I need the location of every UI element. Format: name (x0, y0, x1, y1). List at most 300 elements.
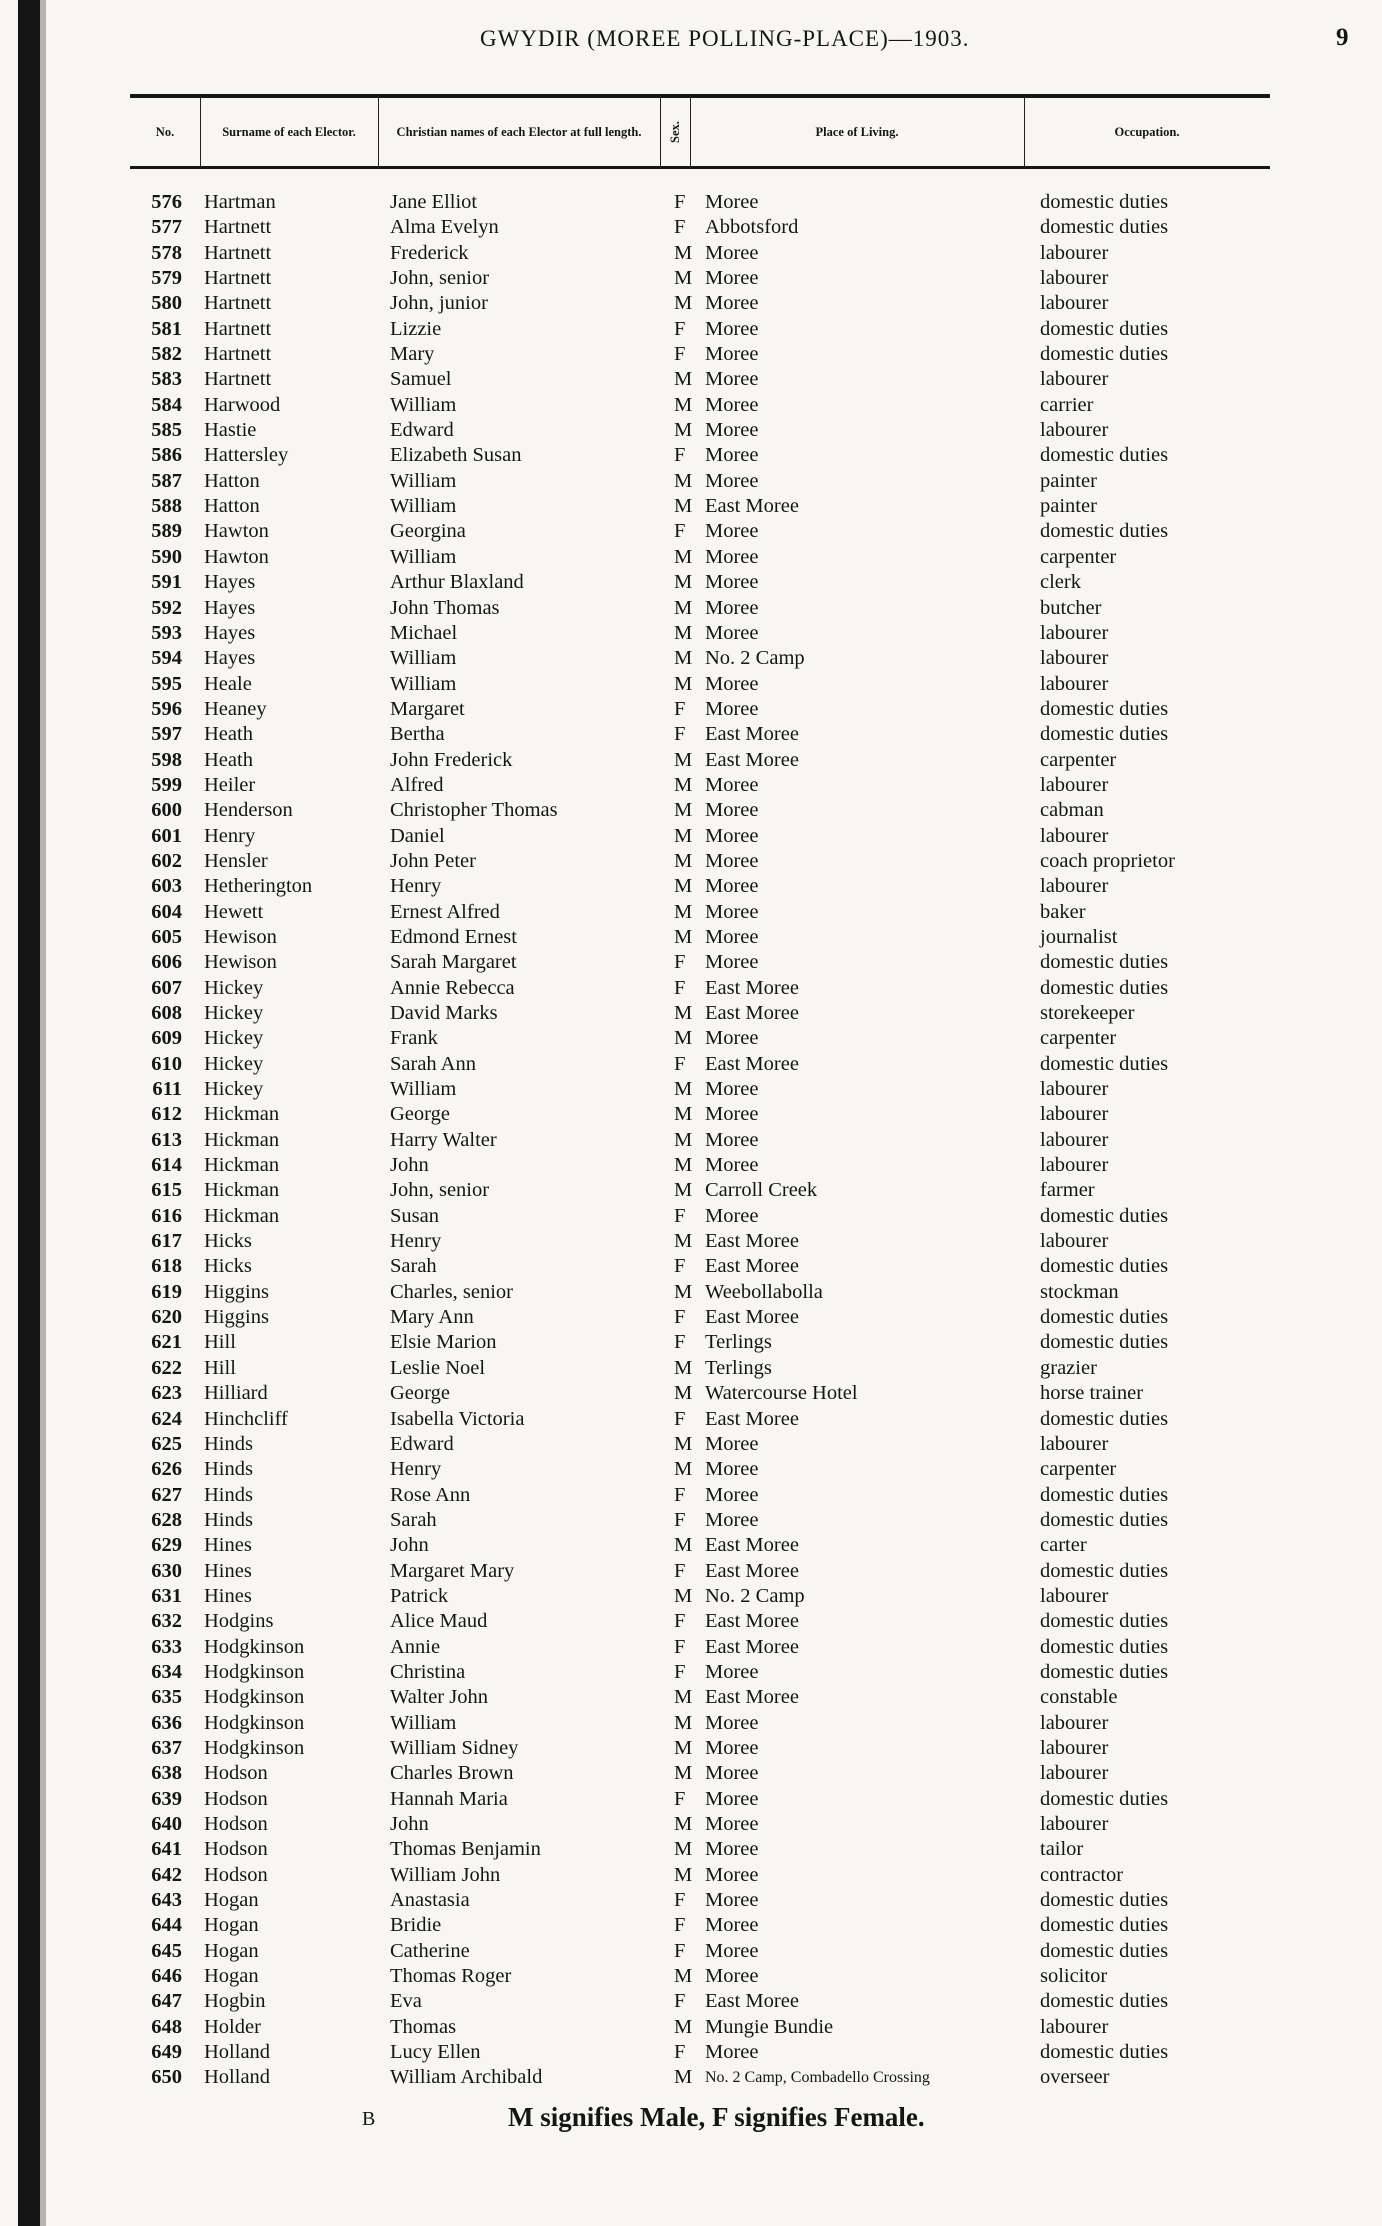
row-christian-names: Margaret Mary (390, 1559, 515, 1582)
row-christian-names: Mary Ann (390, 1306, 474, 1329)
row-christian-names: Sarah Margaret (390, 951, 517, 974)
row-occupation: carpenter (1040, 545, 1117, 568)
row-christian-names: Frederick (390, 241, 469, 264)
row-surname: Hayes (204, 621, 256, 644)
row-sex: M (674, 2015, 693, 2038)
row-occupation: labourer (1040, 368, 1109, 391)
row-occupation: painter (1040, 469, 1097, 492)
row-christian-names: Christina (390, 1660, 466, 1683)
row-number: 637 (151, 1736, 182, 1759)
table-row (0, 545, 1382, 570)
row-surname: Hewison (204, 925, 277, 948)
row-sex: M (674, 1458, 693, 1481)
row-surname: Hickman (204, 1204, 280, 1227)
row-place: Moree (705, 368, 759, 391)
row-sex: M (674, 773, 693, 796)
row-christian-names: Elizabeth Susan (390, 444, 522, 467)
row-sex: M (674, 748, 693, 771)
row-sex: M (674, 1078, 693, 1101)
row-place: Moree (705, 900, 759, 923)
table-row (0, 215, 1382, 240)
row-christian-names: William (390, 469, 457, 492)
row-place: Carroll Creek (705, 1179, 818, 1202)
row-place: Moree (705, 419, 759, 442)
row-place: East Moree (705, 1635, 799, 1658)
row-surname: Hatton (204, 495, 260, 518)
row-sex: M (674, 849, 693, 872)
row-number: 595 (151, 672, 182, 695)
row-surname: Holland (204, 2066, 271, 2089)
row-surname: Higgins (204, 1306, 269, 1329)
row-occupation: domestic duties (1040, 216, 1169, 239)
row-christian-names: Lizzie (390, 317, 442, 340)
table-row (0, 1229, 1382, 1254)
row-place: Moree (705, 267, 759, 290)
row-christian-names: Hannah Maria (390, 1787, 508, 1810)
row-sex: M (674, 267, 693, 290)
row-christian-names: William (390, 647, 457, 670)
row-place: East Moree (705, 1534, 799, 1557)
row-place: East Moree (705, 495, 799, 518)
row-occupation: labourer (1040, 773, 1109, 796)
row-number: 608 (151, 1002, 182, 1024)
row-number: 580 (151, 292, 182, 315)
row-surname: Harwood (204, 393, 281, 416)
row-christian-names: John Peter (390, 849, 476, 872)
row-christian-names: Edward (390, 419, 454, 442)
row-place: Moree (705, 1483, 759, 1506)
row-occupation: baker (1040, 900, 1086, 923)
row-sex: M (674, 1280, 693, 1303)
row-sex: M (674, 419, 693, 442)
row-occupation: solicitor (1040, 1965, 1108, 1988)
row-occupation: clerk (1040, 571, 1081, 594)
row-occupation: carrier (1040, 393, 1094, 416)
row-sex: M (674, 368, 693, 391)
row-christian-names: William Archibald (390, 2066, 543, 2089)
row-occupation: labourer (1040, 2015, 1109, 2038)
row-number: 617 (151, 1230, 182, 1253)
row-place: No. 2 Camp, Combadello Crossing (705, 2069, 930, 2087)
row-surname: Hinds (204, 1432, 253, 1455)
column-headers (130, 94, 1270, 169)
row-christian-names: Bridie (390, 1914, 442, 1937)
table-row (0, 798, 1382, 823)
row-number: 649 (151, 2041, 182, 2064)
row-surname: Hartnett (204, 317, 272, 340)
row-christian-names: Daniel (390, 824, 445, 847)
table-row (0, 1077, 1382, 1102)
row-christian-names: John Thomas (390, 596, 500, 619)
row-occupation: labourer (1040, 1154, 1109, 1177)
row-sex: M (674, 292, 693, 315)
row-number: 635 (151, 1686, 182, 1709)
table-row (0, 1330, 1382, 1355)
page-number: 9 (1336, 24, 1349, 51)
row-number: 605 (151, 925, 182, 948)
table-row (0, 443, 1382, 468)
row-place: Moree (705, 520, 759, 543)
row-occupation: carpenter (1040, 748, 1117, 771)
row-occupation: labourer (1040, 1584, 1109, 1607)
row-sex: F (674, 1331, 686, 1354)
row-number: 630 (151, 1559, 182, 1582)
row-christian-names: John Frederick (390, 748, 513, 771)
row-place: East Moree (705, 1610, 799, 1633)
row-christian-names: John, senior (390, 1179, 490, 1202)
table-row (0, 393, 1382, 418)
row-occupation: labourer (1040, 672, 1109, 695)
row-occupation: domestic duties (1040, 1610, 1169, 1633)
row-number: 612 (151, 1103, 182, 1126)
row-number: 597 (151, 723, 182, 746)
row-place: Moree (705, 1838, 759, 1861)
row-christian-names: Patrick (390, 1584, 449, 1607)
row-occupation: labourer (1040, 647, 1109, 670)
row-sex: M (674, 1027, 693, 1050)
row-occupation: domestic duties (1040, 191, 1169, 213)
table-row (0, 1939, 1382, 1964)
row-place: No. 2 Camp (705, 647, 805, 670)
row-occupation: domestic duties (1040, 976, 1169, 999)
row-number: 606 (151, 951, 182, 974)
row-occupation: domestic duties (1040, 444, 1169, 467)
table-row (0, 1026, 1382, 1051)
row-christian-names: Georgina (390, 520, 466, 543)
row-place: Moree (705, 672, 759, 695)
row-sex: F (674, 1306, 686, 1329)
row-christian-names: William (390, 393, 457, 416)
row-christian-names: William (390, 672, 457, 695)
row-surname: Hayes (204, 647, 256, 670)
row-occupation: painter (1040, 495, 1097, 518)
row-christian-names: Edward (390, 1432, 454, 1455)
row-christian-names: Thomas Benjamin (390, 1838, 541, 1861)
row-surname: Hickey (204, 1002, 264, 1024)
row-place: Moree (705, 849, 759, 872)
row-surname: Hodgkinson (204, 1711, 305, 1734)
row-place: Moree (705, 2041, 759, 2064)
row-sex: F (674, 1990, 686, 2013)
row-christian-names: Henry (390, 1230, 442, 1253)
row-surname: Hastie (204, 419, 257, 442)
row-place: Moree (705, 1762, 759, 1785)
row-surname: Hinchcliff (204, 1407, 288, 1430)
row-place: East Moree (705, 1686, 799, 1709)
row-christian-names: Henry (390, 875, 442, 898)
table-row (0, 494, 1382, 519)
row-christian-names: Walter John (390, 1686, 488, 1709)
row-surname: Hodson (204, 1787, 268, 1810)
table-row (0, 1432, 1382, 1457)
row-christian-names: Anastasia (390, 1889, 470, 1912)
table-row (0, 418, 1382, 443)
row-sex: F (674, 1889, 686, 1912)
table-row (0, 317, 1382, 342)
table-row (0, 469, 1382, 494)
table-row (0, 722, 1382, 747)
row-occupation: labourer (1040, 1762, 1109, 1785)
row-surname: Hewett (204, 900, 264, 923)
row-place: Moree (705, 621, 759, 644)
row-christian-names: Charles, senior (390, 1280, 513, 1303)
table-row (0, 1559, 1382, 1584)
row-occupation: cabman (1040, 799, 1104, 822)
row-number: 620 (151, 1306, 182, 1329)
row-place: East Moree (705, 1052, 799, 1075)
table-row (0, 1685, 1382, 1710)
table-row (0, 849, 1382, 874)
row-christian-names: Annie (390, 1635, 441, 1658)
table-row (0, 1305, 1382, 1330)
row-sex: M (674, 1863, 693, 1886)
row-sex: F (674, 1483, 686, 1506)
row-christian-names: Edmond Ernest (390, 925, 517, 948)
table-row (0, 1888, 1382, 1913)
row-occupation: stockman (1040, 1280, 1119, 1303)
row-christian-names: William (390, 495, 457, 518)
row-surname: Hickey (204, 976, 264, 999)
row-surname: Hartnett (204, 368, 272, 391)
row-christian-names: Thomas Roger (390, 1965, 512, 1988)
row-number: 593 (151, 621, 182, 644)
row-sex: F (674, 1407, 686, 1430)
row-occupation: butcher (1040, 596, 1102, 619)
page-footer (0, 2102, 1382, 2148)
row-surname: Hickey (204, 1027, 264, 1050)
row-sex: M (674, 1711, 693, 1734)
row-sex: M (674, 647, 693, 670)
row-place: Moree (705, 343, 759, 366)
row-number: 578 (151, 241, 182, 264)
row-occupation: domestic duties (1040, 520, 1169, 543)
row-surname: Hogan (204, 1914, 259, 1937)
table-row (0, 1989, 1382, 2014)
row-number: 594 (151, 647, 182, 670)
row-sex: M (674, 495, 693, 518)
row-number: 589 (151, 520, 182, 543)
row-number: 641 (151, 1838, 182, 1861)
row-occupation: domestic duties (1040, 1660, 1169, 1683)
table-row (0, 1533, 1382, 1558)
table-row (0, 291, 1382, 316)
row-occupation: labourer (1040, 292, 1109, 315)
row-number: 615 (151, 1179, 182, 1202)
row-surname: Hayes (204, 571, 256, 594)
row-sex: M (674, 1356, 693, 1379)
row-occupation: grazier (1040, 1356, 1097, 1379)
row-place: Moree (705, 393, 759, 416)
row-surname: Hodgkinson (204, 1635, 305, 1658)
row-number: 642 (151, 1863, 182, 1886)
row-surname: Hatton (204, 469, 260, 492)
row-surname: Hickey (204, 1052, 264, 1075)
row-occupation: labourer (1040, 1813, 1109, 1835)
row-christian-names: Sarah Ann (390, 1052, 476, 1075)
row-sex: F (674, 520, 686, 543)
row-surname: Hetherington (204, 875, 313, 898)
row-sex: M (674, 875, 693, 898)
row-place: Moree (705, 469, 759, 492)
table-row (0, 824, 1382, 849)
printer-signature: B (362, 2108, 376, 2130)
row-sex: M (674, 1965, 693, 1988)
row-number: 622 (151, 1356, 182, 1379)
row-place: Moree (705, 444, 759, 467)
row-sex: M (674, 1154, 693, 1177)
row-christian-names: Samuel (390, 368, 452, 391)
row-place: No. 2 Camp (705, 1584, 805, 1607)
row-number: 633 (151, 1635, 182, 1658)
table-row (0, 773, 1382, 798)
row-number: 640 (151, 1813, 182, 1835)
row-sex: F (674, 317, 686, 340)
row-number: 646 (151, 1965, 182, 1988)
row-occupation: domestic duties (1040, 1306, 1169, 1329)
row-place: Moree (705, 1078, 759, 1101)
row-place: East Moree (705, 1255, 799, 1278)
row-surname: Hewison (204, 951, 277, 974)
row-place: East Moree (705, 1407, 799, 1430)
table-row (0, 1102, 1382, 1127)
row-occupation: coach proprietor (1040, 849, 1175, 872)
row-sex: M (674, 1813, 693, 1835)
row-surname: Heath (204, 748, 253, 771)
row-sex: F (674, 1660, 686, 1683)
row-sex: M (674, 1534, 693, 1557)
table-row (0, 1457, 1382, 1482)
row-sex: F (674, 444, 686, 467)
table-row (0, 672, 1382, 697)
row-surname: Hodson (204, 1838, 268, 1861)
row-occupation: domestic duties (1040, 1889, 1169, 1912)
row-sex: F (674, 723, 686, 746)
row-surname: Holland (204, 2041, 271, 2064)
row-place: Moree (705, 1813, 759, 1835)
row-occupation: domestic duties (1040, 1635, 1169, 1658)
table-row (0, 1787, 1382, 1812)
elector-list (0, 190, 1382, 2091)
row-surname: Hogan (204, 1939, 259, 1962)
row-christian-names: John (390, 1154, 429, 1177)
row-occupation: domestic duties (1040, 1939, 1169, 1962)
row-sex: M (674, 672, 693, 695)
table-row (0, 1837, 1382, 1862)
row-occupation: domestic duties (1040, 1331, 1169, 1354)
row-occupation: constable (1040, 1686, 1118, 1709)
row-occupation: domestic duties (1040, 1407, 1169, 1430)
row-sex: M (674, 824, 693, 847)
table-row (0, 1178, 1382, 1203)
row-sex: M (674, 1432, 693, 1455)
row-surname: Hartnett (204, 267, 272, 290)
row-surname: Hill (204, 1356, 236, 1379)
row-occupation: domestic duties (1040, 1559, 1169, 1582)
row-place: Moree (705, 799, 759, 822)
row-occupation: labourer (1040, 1078, 1109, 1101)
row-surname: Hogan (204, 1965, 259, 1988)
col-header-occupation: Occupation. (1114, 125, 1180, 139)
table-row (0, 1736, 1382, 1761)
row-sex: M (674, 621, 693, 644)
table-row (0, 1584, 1382, 1609)
row-place: Moree (705, 1711, 759, 1734)
row-number: 626 (151, 1458, 182, 1481)
row-surname: Hines (204, 1534, 252, 1557)
row-place: Moree (705, 1458, 759, 1481)
row-place: Abbotsford (705, 216, 799, 239)
row-number: 627 (151, 1483, 182, 1506)
row-place: East Moree (705, 1230, 799, 1253)
row-surname: Hines (204, 1559, 252, 1582)
row-surname: Holder (204, 2015, 261, 2038)
row-sex: M (674, 1686, 693, 1709)
row-number: 644 (151, 1914, 182, 1937)
row-sex: F (674, 1559, 686, 1582)
row-sex: M (674, 1838, 693, 1861)
row-place: Moree (705, 697, 759, 720)
row-christian-names: Isabella Victoria (390, 1407, 525, 1430)
row-place: East Moree (705, 1559, 799, 1582)
table-row (0, 1128, 1382, 1153)
row-occupation: domestic duties (1040, 343, 1169, 366)
row-occupation: tailor (1040, 1838, 1084, 1861)
row-place: Watercourse Hotel (705, 1382, 858, 1405)
table-row (0, 1913, 1382, 1938)
row-number: 629 (151, 1534, 182, 1557)
row-occupation: domestic duties (1040, 1052, 1169, 1075)
row-christian-names: Ernest Alfred (390, 900, 500, 923)
row-number: 592 (151, 596, 182, 619)
table-row (0, 1635, 1382, 1660)
row-sex: M (674, 1230, 693, 1253)
row-christian-names: Rose Ann (390, 1483, 471, 1506)
row-place: Moree (705, 1660, 759, 1683)
row-number: 624 (151, 1407, 182, 1430)
row-christian-names: Lucy Ellen (390, 2041, 481, 2064)
row-number: 603 (151, 875, 182, 898)
row-occupation: contractor (1040, 1863, 1124, 1886)
row-sex: F (674, 1610, 686, 1633)
row-sex: M (674, 241, 693, 264)
col-header-sex: Sex. (660, 98, 691, 166)
row-occupation: domestic duties (1040, 317, 1169, 340)
row-number: 582 (151, 343, 182, 366)
row-number: 607 (151, 976, 182, 999)
row-surname: Hickman (204, 1154, 280, 1177)
row-surname: Higgins (204, 1280, 269, 1303)
row-number: 632 (151, 1610, 182, 1633)
row-number: 623 (151, 1382, 182, 1405)
table-row (0, 874, 1382, 899)
row-christian-names: Annie Rebecca (390, 976, 515, 999)
row-place: East Moree (705, 1306, 799, 1329)
row-number: 614 (151, 1154, 182, 1177)
row-surname: Hodson (204, 1762, 268, 1785)
row-sex: F (674, 216, 686, 239)
table-row (0, 1483, 1382, 1508)
row-place: Moree (705, 1914, 759, 1937)
row-place: East Moree (705, 976, 799, 999)
row-place: Moree (705, 1965, 759, 1988)
row-place: East Moree (705, 723, 799, 746)
table-row (0, 1660, 1382, 1685)
row-sex: F (674, 343, 686, 366)
row-christian-names: Alfred (390, 773, 444, 796)
row-number: 628 (151, 1508, 182, 1531)
row-number: 619 (151, 1280, 182, 1303)
row-christian-names: William Sidney (390, 1736, 519, 1759)
